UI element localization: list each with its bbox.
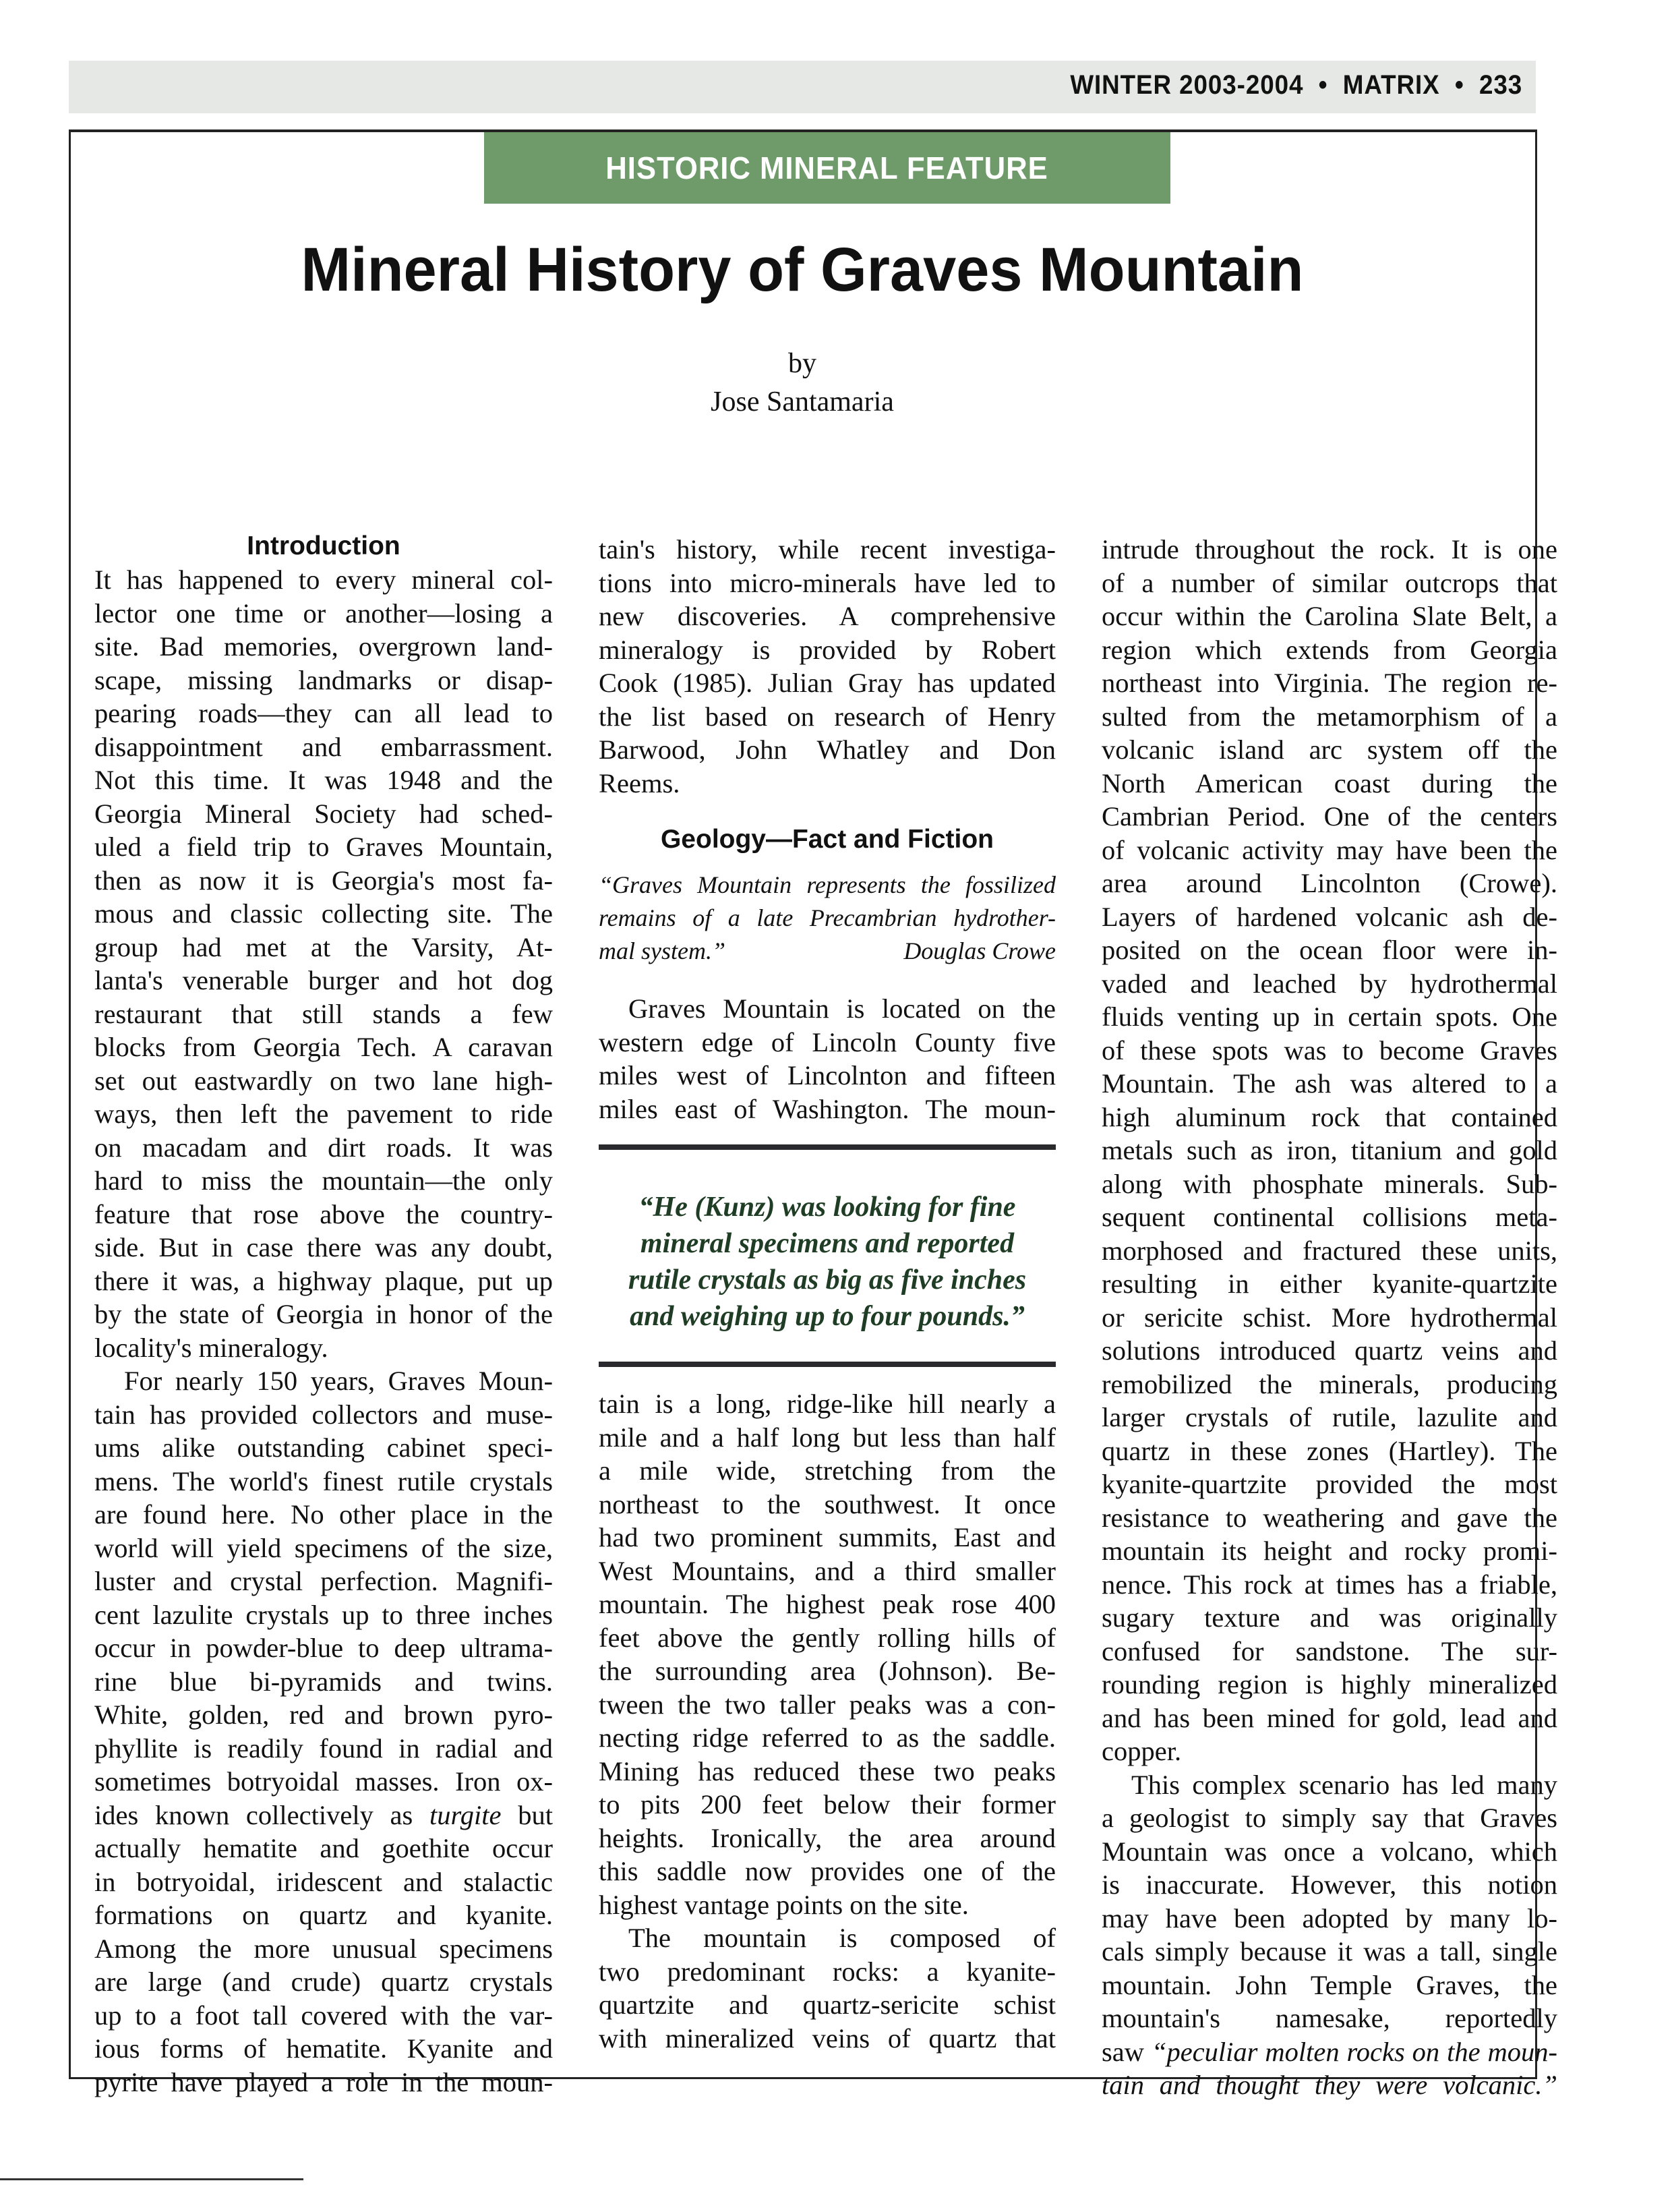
byline-author: Jose Santamaria xyxy=(711,386,894,417)
text-line: heights. Ironically, the area around xyxy=(599,1822,1056,1853)
text-line: rounding region is highly mineralized xyxy=(1102,1669,1557,1699)
text-line: kyanite-quartzite provided the most xyxy=(1102,1469,1557,1499)
column-2 xyxy=(599,533,1056,2055)
text-line: the list based on research of Henry xyxy=(599,701,1056,732)
text-line: high aluminum rock that contained xyxy=(1102,1101,1557,1132)
pull-quote-line: and weighing up to four pounds.” xyxy=(630,1301,1025,1332)
text-line: mountain its height and rocky promi- xyxy=(1102,1536,1557,1566)
italic-quote-graves: “peculiar molten rocks on the moun- xyxy=(1151,2036,1557,2067)
text-line: volcanic island arc system off the xyxy=(1102,734,1557,765)
text-line: sometimes botryoidal masses. Iron ox- xyxy=(94,1766,553,1797)
text-line: quartzite and quartz-sericite schist xyxy=(599,1989,1056,2020)
text-line: mountain's namesake, reportedly xyxy=(1102,2003,1557,2033)
text-line: mountain. John Temple Graves, the xyxy=(1102,1969,1557,2000)
text-line: confused for sandstone. The sur- xyxy=(1102,1635,1557,1666)
text-line: blocks from Georgia Tech. A caravan xyxy=(94,1032,553,1062)
text-line: then as now it is Georgia's most fa- xyxy=(94,865,553,896)
text-line: a geologist to simply say that Graves xyxy=(1102,1803,1557,1833)
text-line: locality's mineralogy. xyxy=(94,1332,328,1363)
col2-body-bottom xyxy=(599,1387,1056,2055)
text-line: up to a foot tall covered with the var- xyxy=(94,2000,553,2031)
text-line: luster and crystal perfection. Magnifi- xyxy=(94,1566,553,1596)
text-line: western edge of Lincoln County five xyxy=(599,1026,1056,1057)
text-line: is inaccurate. However, this notion xyxy=(1102,1869,1557,1900)
text-line: miles west of Lincolnton and fifteen xyxy=(599,1060,1056,1090)
text-line: had two prominent summits, East and xyxy=(599,1522,1056,1552)
text-line: remobilized the minerals, producing xyxy=(1102,1368,1557,1399)
text-line: ious forms of hematite. Kyanite and xyxy=(94,2033,553,2064)
text-line: new discoveries. A comprehensive xyxy=(599,601,1056,631)
text-line: fluids venting up in certain spots. One xyxy=(1102,1001,1557,1032)
text-line: along with phosphate minerals. Sub- xyxy=(1102,1168,1557,1199)
text-line: sequent continental collisions meta- xyxy=(1102,1202,1557,1232)
text-line: posited on the ocean floor were in- xyxy=(1102,935,1557,965)
text-line: mous and classic collecting site. The xyxy=(94,898,553,929)
text-line: necting ridge referred to as the saddle. xyxy=(599,1722,1056,1753)
text-line: miles east of Washington. The moun- xyxy=(599,1093,1056,1124)
text-line-with-italic xyxy=(1102,2035,1557,2069)
text-line: tain's history, while recent investiga- xyxy=(599,534,1056,564)
text-line: site. Bad memories, overgrown land- xyxy=(94,631,553,662)
text-line: scape, missing landmarks or disap- xyxy=(94,664,553,695)
text-line: ums alike outstanding cabinet speci- xyxy=(94,1432,553,1463)
text-line: resulting in either kyanite-quartzite xyxy=(1102,1269,1557,1299)
text-line: White, golden, red and brown pyro- xyxy=(94,1699,553,1730)
text-line: Cook (1985). Julian Gray has updated xyxy=(599,668,1056,698)
text-line: larger crystals of rutile, lazulite and xyxy=(1102,1402,1557,1432)
epigraph-attribution: Douglas Crowe xyxy=(903,937,1056,964)
text-line: lector one time or another—losing a xyxy=(94,598,553,629)
text-line: lanta's venerable burger and hot dog xyxy=(94,965,553,995)
text-line: morphosed and fractured these units, xyxy=(1102,1235,1557,1266)
text-line: Not this time. It was 1948 and the xyxy=(94,765,553,795)
text-line: intrude throughout the rock. It is one xyxy=(1102,534,1557,564)
text-line: It has happened to every mineral col- xyxy=(94,564,553,595)
text-line: Georgia Mineral Society had sched- xyxy=(94,798,553,829)
text-line: northeast to the southwest. It once xyxy=(599,1488,1056,1519)
text-line: with mineralized veins of quartz that xyxy=(599,2022,1056,2054)
text-line: side. But in case there was any doubt, xyxy=(94,1232,553,1262)
text-line: Reems. xyxy=(599,767,680,798)
section-heading-introduction: Introduction xyxy=(247,531,400,560)
text-line: metals such as iron, titanium and gold xyxy=(1102,1135,1557,1165)
running-header-text: WINTER 2003-2004 • MATRIX • 233 xyxy=(1070,70,1522,100)
text-line: group had met at the Varsity, At- xyxy=(94,931,553,962)
text-line-with-italic xyxy=(94,1799,553,1832)
pull-quote-line: mineral specimens and reported xyxy=(640,1228,1015,1259)
text-line: sugary texture and was originally xyxy=(1102,1602,1557,1633)
pull-quote-line: “He (Kunz) was looking for fine xyxy=(638,1192,1016,1223)
text-fragment: but xyxy=(501,1799,553,1830)
text-line: For nearly 150 years, Graves Moun- xyxy=(124,1366,553,1396)
text-line: world will yield specimens of the size, xyxy=(94,1532,553,1563)
text-line: and has been mined for gold, lead and xyxy=(1102,1702,1557,1733)
text-line: set out eastwardly on two lane high- xyxy=(94,1065,553,1096)
text-line: Mountain. The ash was altered to a xyxy=(1102,1068,1557,1099)
text-line: uled a field trip to Graves Mountain, xyxy=(94,832,553,862)
section-heading-geology: Geology—Fact and Fiction xyxy=(660,825,994,854)
text-line: the surrounding area (Johnson). Be- xyxy=(599,1656,1056,1686)
pull-quote xyxy=(599,1144,1056,1367)
text-fragment: ides known collectively as xyxy=(94,1799,430,1830)
epigraph-text: mal system.” xyxy=(599,937,725,964)
text-line: solutions introduced quartz veins and xyxy=(1102,1335,1557,1366)
text-line: are found here. No other place in the xyxy=(94,1499,553,1530)
pull-quote-line: rutile crystals as big as five inches xyxy=(628,1264,1027,1296)
text-line: Mining has reduced these two peaks xyxy=(599,1755,1056,1786)
section-banner-label: HISTORIC MINERAL FEATURE xyxy=(605,150,1049,185)
text-line: pyrite have played a role in the moun- xyxy=(94,2066,553,2097)
text-line: quartz in these zones (Hartley). The xyxy=(1102,1435,1557,1466)
text-line: Layers of hardened volcanic ash de- xyxy=(1102,901,1557,932)
text-line: West Mountains, and a third smaller xyxy=(599,1555,1056,1586)
text-line: occur within the Carolina Slate Belt, a xyxy=(1102,601,1557,631)
text-line: The mountain is composed of xyxy=(628,1923,1056,1953)
text-line: to pits 200 feet below their former xyxy=(599,1789,1056,1820)
text-line: vaded and leached by hydrothermal xyxy=(1102,968,1557,999)
text-line: this saddle now provides one of the xyxy=(599,1856,1056,1886)
text-line: of volcanic activity may have been the xyxy=(1102,834,1557,865)
text-line: pearing roads—they can all lead to xyxy=(94,698,553,728)
text-line: nence. This rock at times has a friable, xyxy=(1102,1569,1557,1600)
text-line: copper. xyxy=(1102,1736,1182,1766)
text-line: mountain. The highest peak rose 400 xyxy=(599,1589,1056,1619)
section-banner xyxy=(484,132,1170,204)
text-line: highest vantage points on the site. xyxy=(599,1889,969,1920)
col2-body-mid xyxy=(599,992,1056,1126)
text-line: area around Lincolnton (Crowe). xyxy=(1102,868,1557,898)
article-title: Mineral History of Graves Mountain xyxy=(301,235,1304,304)
text-line: mile and a half long but less than half xyxy=(599,1422,1056,1453)
italic-term-turgite: turgite xyxy=(429,1799,502,1830)
text-line: cals simply because it was a tall, single xyxy=(1102,1936,1557,1967)
text-line: hard to miss the mountain—the only xyxy=(94,1165,553,1196)
text-line: Cambrian Period. One of the centers xyxy=(1102,801,1557,832)
text-line: two predominant rocks: a kyanite- xyxy=(599,1956,1056,1987)
text-line: of a number of similar outcrops that xyxy=(1102,567,1557,598)
text-line: tween the two taller peaks was a con- xyxy=(599,1689,1056,1720)
text-line: actually hematite and goethite occur xyxy=(94,1833,553,1863)
column-3 xyxy=(1102,533,1557,2102)
text-line: there it was, a highway plaque, put up xyxy=(94,1265,553,1296)
text-line: sulted from the metamorphism of a xyxy=(1102,701,1557,732)
running-header-bar xyxy=(69,61,1536,113)
text-line: Barwood, John Whatley and Don xyxy=(599,734,1056,765)
text-line: may have been adopted by many lo- xyxy=(1102,1902,1557,1933)
byline-by: by xyxy=(788,348,816,379)
text-line-italic: tain and thought they were volcanic.” xyxy=(1102,2070,1557,2100)
text-line: mens. The world's finest rutile crystals xyxy=(94,1465,553,1496)
text-fragment: saw xyxy=(1102,2036,1152,2067)
text-line: tain is a long, ridge-like hill nearly a xyxy=(599,1389,1056,1419)
text-line: Mountain was once a volcano, which xyxy=(1102,1836,1557,1867)
text-line: disappointment and embarrassment. xyxy=(94,731,553,762)
text-line: This complex scenario has led many xyxy=(1131,1769,1557,1800)
text-line: rine blue bi-pyramids and twins. xyxy=(94,1666,553,1697)
text-line: in botryoidal, iridescent and stalactic xyxy=(94,1866,553,1897)
text-line: northeast into Virginia. The region re- xyxy=(1102,668,1557,698)
text-line: or sericite schist. More hydrothermal xyxy=(1102,1302,1557,1333)
text-line: on macadam and dirt roads. It was xyxy=(94,1132,553,1163)
text-line: a mile wide, stretching from the xyxy=(599,1455,1056,1486)
text-line: Among the more unusual specimens xyxy=(94,1933,553,1964)
epigraph-line: “Graves Mountain represents the fossilized xyxy=(599,871,1056,898)
text-line: tions into micro-minerals have led to xyxy=(599,567,1056,598)
text-line: ways, then left the pavement to ride xyxy=(94,1099,553,1129)
col2-body-top xyxy=(599,533,1056,800)
text-line: North American coast during the xyxy=(1102,767,1557,798)
text-line: Graves Mountain is located on the xyxy=(628,993,1056,1024)
text-line: mineralogy is provided by Robert xyxy=(599,634,1056,665)
text-line: feature that rose above the country- xyxy=(94,1198,553,1229)
text-line: restaurant that still stands a few xyxy=(94,998,553,1029)
text-line: of these spots was to become Graves xyxy=(1102,1035,1557,1066)
text-line: cent lazulite crystals up to three inches xyxy=(94,1599,553,1630)
text-line: region which extends from Georgia xyxy=(1102,634,1557,665)
col1-body xyxy=(94,563,553,2099)
text-line: feet above the gently rolling hills of xyxy=(599,1622,1056,1653)
text-line: formations on quartz and kyanite. xyxy=(94,1900,553,1930)
text-line: occur in powder-blue to deep ultrama- xyxy=(94,1633,553,1663)
text-line: by the state of Georgia in honor of the xyxy=(94,1299,553,1329)
text-line: phyllite is readily found in radial and xyxy=(94,1733,553,1764)
epigraph xyxy=(599,869,1056,968)
column-1 xyxy=(94,529,553,2099)
text-line: resistance to weathering and gave the xyxy=(1102,1502,1557,1533)
epigraph-line-with-attribution xyxy=(599,935,1056,968)
page-edge-rule xyxy=(0,2178,303,2180)
epigraph-line: remains of a late Precambrian hydrother- xyxy=(599,904,1056,931)
text-line: are large (and crude) quartz crystals xyxy=(94,1967,553,1997)
text-line: tain has provided collectors and muse- xyxy=(94,1399,553,1430)
